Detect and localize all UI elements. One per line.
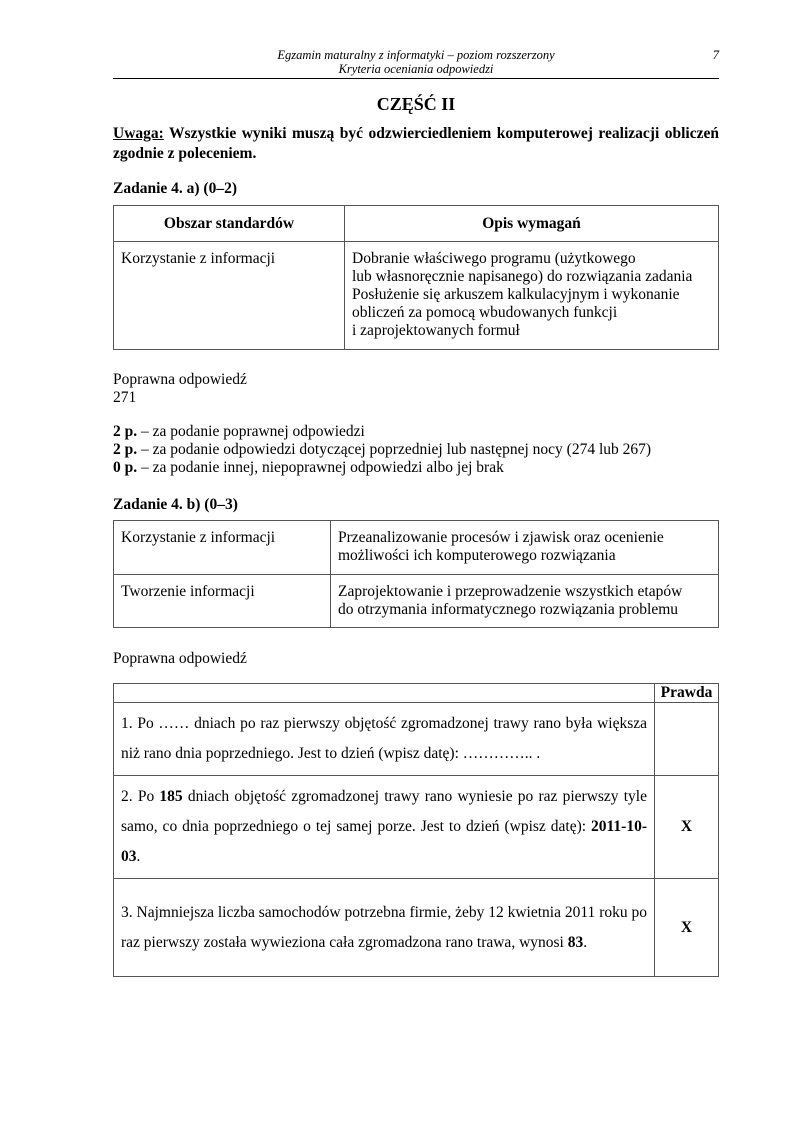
statement-mark: X (655, 879, 719, 977)
scoring-text: – za podanie innej, niepoprawnej odpowiedzi albo jej brak (137, 459, 504, 476)
table-cell-desc (331, 574, 719, 628)
table-cell-area: Korzystanie z informacji (114, 242, 345, 350)
statement-mark: X (655, 776, 719, 879)
answer-label-a: Poprawna odpowiedź (113, 371, 247, 388)
task-a-heading: Zadanie 4. a) (0–2) (113, 180, 237, 197)
header-subtitle: Kryteria oceniania odpowiedzi (338, 62, 494, 76)
true-false-table (113, 683, 719, 977)
note-paragraph (113, 124, 719, 164)
statement-text-part: Po (137, 788, 160, 805)
desc-line: obliczeń za pomocą wbudowanych funkcji (352, 304, 618, 321)
task-b-standards-table (113, 520, 719, 628)
statement-number: 3. (121, 903, 133, 921)
note-label: Uwaga: (113, 125, 164, 142)
col-header-area: Obszar standardów (114, 206, 345, 242)
tf-header-true: Prawda (655, 684, 719, 703)
scoring-text: – za podanie odpowiedzi dotyczącej poprzedniej lub następnej nocy (274 lub 267) (137, 441, 652, 458)
section-title: CZĘŚĆ II (376, 94, 456, 114)
statement-bold-value: 2011-10-03 (121, 818, 647, 865)
scoring-points: 2 p. (113, 423, 138, 440)
desc-line: Dobranie właściwego programu (użytkowego (352, 250, 636, 267)
table-cell-area: Korzystanie z informacji (114, 521, 331, 575)
desc-line: możliwości ich komputerowego rozwiązania (338, 547, 616, 564)
desc-line: lub własnoręcznie napisanego) do rozwiązania zadania (352, 268, 693, 285)
statement-text-part: Najmniejsza liczba samochodów potrzebna firmie, żeby 12 kwietnia 2011 roku po raz pierwszy została wywieziona cała zgromadzona rano trawa, wynosi (121, 903, 647, 951)
note-text: Wszystkie wyniki muszą być odzwierciedleniem komputerowej realizacji obliczeń zgodnie z poleceniem. (113, 125, 719, 162)
header-title: Egzamin maturalny z informatyki – poziom rozszerzony (277, 48, 555, 62)
page-number: 7 (712, 48, 719, 62)
statement-1 (114, 703, 655, 776)
statement-3 (114, 879, 655, 977)
scoring-points: 2 p. (113, 441, 138, 458)
statement-bold-value: 83 (567, 933, 584, 951)
statement-bold-value: 185 (159, 788, 183, 805)
col-header-desc: Opis wymagań (345, 206, 719, 242)
statement-text (121, 788, 647, 865)
answer-value-a: 271 (113, 389, 137, 406)
table-cell-desc (331, 521, 719, 575)
scoring-points: 0 p. (113, 459, 138, 476)
desc-line: Zaprojektowanie i przeprowadzenie wszystkich etapów (338, 582, 683, 600)
scoring-line (113, 423, 365, 441)
desc-line: Posłużenie się arkuszem kalkulacyjnym i wykonanie (352, 286, 680, 303)
page-header (113, 48, 719, 79)
scoring-line (113, 441, 651, 459)
statement-mark (655, 703, 719, 776)
scoring-line (113, 459, 504, 477)
table-cell-area: Tworzenie informacji (114, 574, 331, 628)
desc-line: Przeanalizowanie procesów i zjawisk oraz ocenienie (338, 529, 664, 546)
statement-number: 2. (121, 788, 133, 805)
desc-line: i zaprojektowanych formuł (352, 322, 520, 339)
answer-label-b: Poprawna odpowiedź (113, 650, 247, 667)
statement-text-part: Po …… dniach po raz pierwszy objętość zgromadzonej trawy rano była większa niż rano dnia poprzedniego. Jest to dzień (wpisz datę): ………….. . (121, 715, 647, 762)
statement-text-part: . (136, 848, 141, 865)
task-a-standards-table (113, 205, 719, 350)
statement-text-part: dniach objętość zgromadzonej trawy rano wyniesie po raz pierwszy tyle samo, co dnia poprzedniego o tej samej porze. Jest to dzień (wpisz datę): (121, 788, 647, 835)
statement-number: 1. (121, 715, 133, 732)
task-b-heading: Zadanie 4. b) (0–3) (113, 496, 238, 513)
statement-text-part: . (583, 933, 588, 951)
tf-header-blank (114, 684, 655, 703)
statement-2 (114, 776, 655, 879)
statement-text (121, 904, 647, 951)
table-cell-desc (345, 242, 719, 350)
statement-text (121, 715, 647, 762)
desc-line: do otrzymania informatycznego rozwiązania problemu (338, 600, 679, 618)
scoring-text: – za podanie poprawnej odpowiedzi (137, 423, 365, 440)
